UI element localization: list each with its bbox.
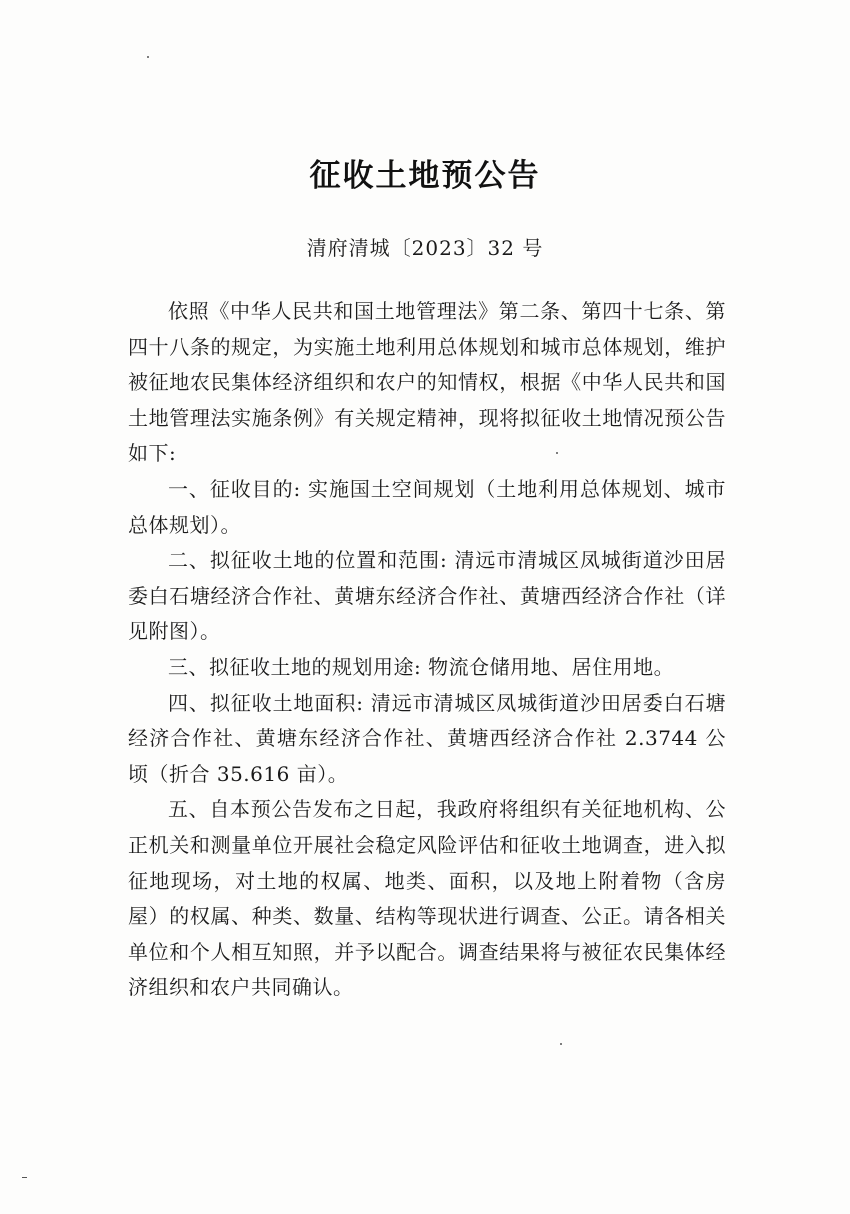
paragraph-survey: 五、自本预公告发布之日起，我政府将组织有关征地机构、公正机关和测量单位开展社会稳定风险评估和征收土地调查，进入拟征地现场，对土地的权属、地类、面积，以及地上附着物（含房屋）的权属、种类、数量、结构等现状进行调查、公正。请各相关单位和个人相互知照，并予以配合。调查结果将与被征农民集体经济组织和农户共同确认。 [128, 797, 726, 1000]
scan-speck [560, 1043, 562, 1045]
scan-speck [556, 452, 558, 454]
paragraph-intro: 依照《中华人民共和国土地管理法》第二条、第四十七条、第四十八条的规定，为实施土地利用总体规划和城市总体规划，维护被征地农民集体经济组织和农户的知情权，根据《中华人民共和国土地管理法实施条例》有关规定精神，现将拟征收土地情况预公告如下: [128, 299, 726, 466]
scan-speck [147, 56, 149, 58]
scan-speck [22, 1177, 27, 1178]
paragraph-purpose: 一、征收目的: 实施国土空间规划（土地利用总体规划、城市总体规划）。 [128, 476, 726, 537]
paragraph-area: 四、拟征收土地面积: 清远市清城区凤城街道沙田居委白石塘经济合作社、黄塘东经济合作社、黄塘西经济合作社 2.3744 公顷（折合 35.616 亩）。 [128, 690, 726, 786]
paragraph-land-use: 三、拟征收土地的规划用途: 物流仓储用地、居住用地。 [168, 654, 675, 679]
paragraph-location: 二、拟征收土地的位置和范围: 清远市清城区凤城街道沙田居委白石塘经济合作社、黄塘东经济合作社、黄塘西经济合作社（详见附图）。 [128, 548, 726, 644]
document-number: 清府清城〔2023〕32 号 [306, 236, 544, 260]
document-body [128, 294, 726, 1006]
document-title: 征收土地预公告 [309, 158, 541, 194]
